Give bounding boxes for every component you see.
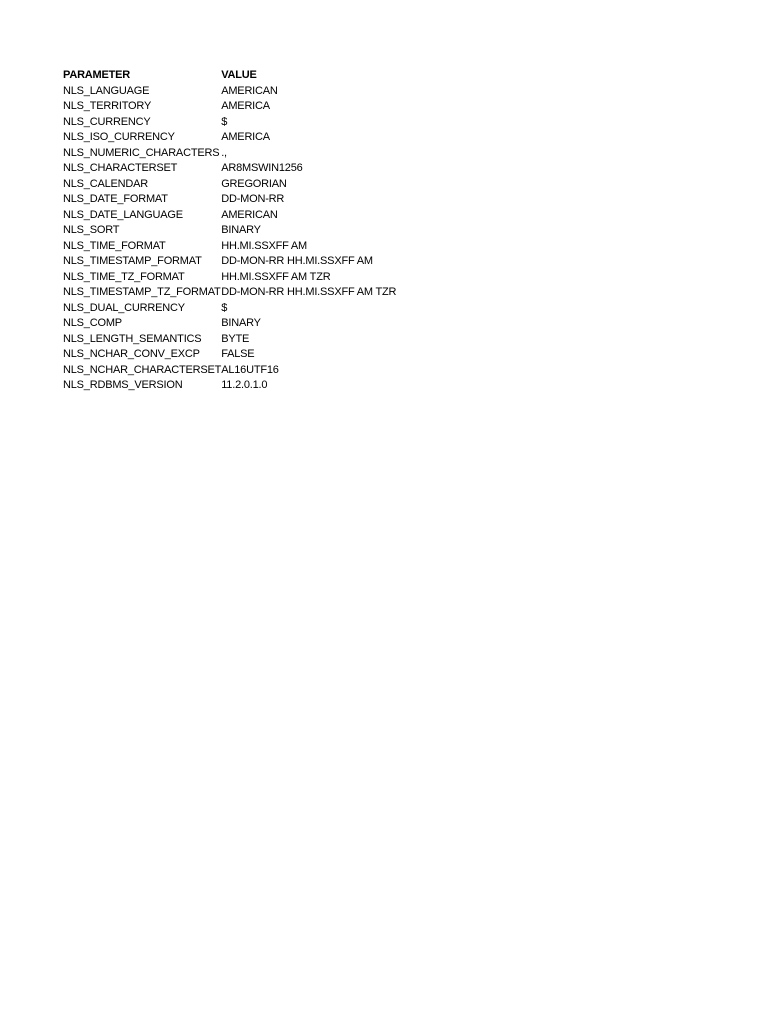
table-row <box>63 254 441 270</box>
value-cell: ., <box>221 146 227 159</box>
parameter-cell: NLS_RDBMS_VERSION <box>63 379 183 391</box>
value-cell: DD-MON-RR HH.MI.SSXFF AM TZR <box>221 286 397 298</box>
table-row <box>63 146 441 162</box>
parameter-cell: NLS_TIMESTAMP_FORMAT <box>63 255 202 267</box>
table-row <box>63 84 441 100</box>
value-cell: AMERICA <box>221 131 270 143</box>
parameter-cell: NLS_SORT <box>63 224 120 236</box>
parameter-column-header: PARAMETER <box>63 69 131 81</box>
table-row <box>63 332 441 348</box>
value-cell: AMERICAN <box>221 84 278 97</box>
table-row <box>63 130 441 146</box>
parameter-cell: NLS_LANGUAGE <box>63 84 150 97</box>
value-cell: FALSE <box>221 348 255 360</box>
value-column-header: VALUE <box>221 69 257 81</box>
parameter-cell: NLS_TERRITORY <box>63 100 152 112</box>
table-row <box>63 270 441 286</box>
parameter-cell: NLS_CURRENCY <box>63 115 151 128</box>
table-row <box>63 192 441 208</box>
table-row <box>63 161 441 177</box>
table-row <box>63 115 441 131</box>
table-row <box>63 363 441 379</box>
table-row <box>63 378 441 394</box>
value-cell: AR8MSWIN1256 <box>221 162 303 174</box>
value-cell: DD-MON-RR HH.MI.SSXFF AM <box>221 255 373 267</box>
table-header-row <box>63 68 441 84</box>
table-row <box>63 239 441 255</box>
table-row <box>63 285 441 301</box>
value-cell: $ <box>221 301 228 314</box>
parameter-cell: NLS_NCHAR_CHARACTERSET <box>63 363 222 376</box>
nls-parameters-table <box>63 68 441 394</box>
parameter-cell: NLS_NUMERIC_CHARACTERS <box>63 146 220 159</box>
parameter-cell: NLS_TIME_FORMAT <box>63 239 166 252</box>
parameter-cell: NLS_DUAL_CURRENCY <box>63 301 185 314</box>
table-row <box>63 316 441 332</box>
parameter-cell: NLS_ISO_CURRENCY <box>63 131 175 143</box>
parameter-cell: NLS_CALENDAR <box>63 177 149 190</box>
value-cell: AMERICAN <box>221 208 278 221</box>
value-cell: AL16UTF16 <box>221 363 279 376</box>
value-cell: HH.MI.SSXFF AM TZR <box>221 270 331 283</box>
table-row <box>63 301 441 317</box>
parameter-cell: NLS_CHARACTERSET <box>63 162 178 174</box>
parameter-cell: NLS_DATE_LANGUAGE <box>63 208 183 221</box>
parameter-cell: NLS_DATE_FORMAT <box>63 193 168 205</box>
table-row <box>63 208 441 224</box>
table-body <box>63 84 441 394</box>
parameter-cell: NLS_TIMESTAMP_TZ_FORMAT <box>63 286 221 298</box>
value-cell: $ <box>221 115 228 128</box>
parameter-cell: NLS_TIME_TZ_FORMAT <box>63 270 185 283</box>
value-cell: 11.2.0.1.0 <box>221 379 268 391</box>
value-cell: DD-MON-RR <box>221 193 285 205</box>
parameter-cell: NLS_LENGTH_SEMANTICS <box>63 332 202 345</box>
nls-parameters-sheet <box>63 68 441 394</box>
table-row <box>63 99 441 115</box>
value-cell: BINARY <box>221 317 261 329</box>
parameter-cell: NLS_COMP <box>63 317 122 329</box>
value-cell: AMERICA <box>221 100 270 112</box>
value-cell: BYTE <box>221 332 250 345</box>
value-cell: HH.MI.SSXFF AM <box>221 239 308 252</box>
value-cell: BINARY <box>221 224 261 236</box>
table-row <box>63 223 441 239</box>
parameter-cell: NLS_NCHAR_CONV_EXCP <box>63 348 200 360</box>
table-row <box>63 347 441 363</box>
table-row <box>63 177 441 193</box>
value-cell: GREGORIAN <box>221 177 287 190</box>
